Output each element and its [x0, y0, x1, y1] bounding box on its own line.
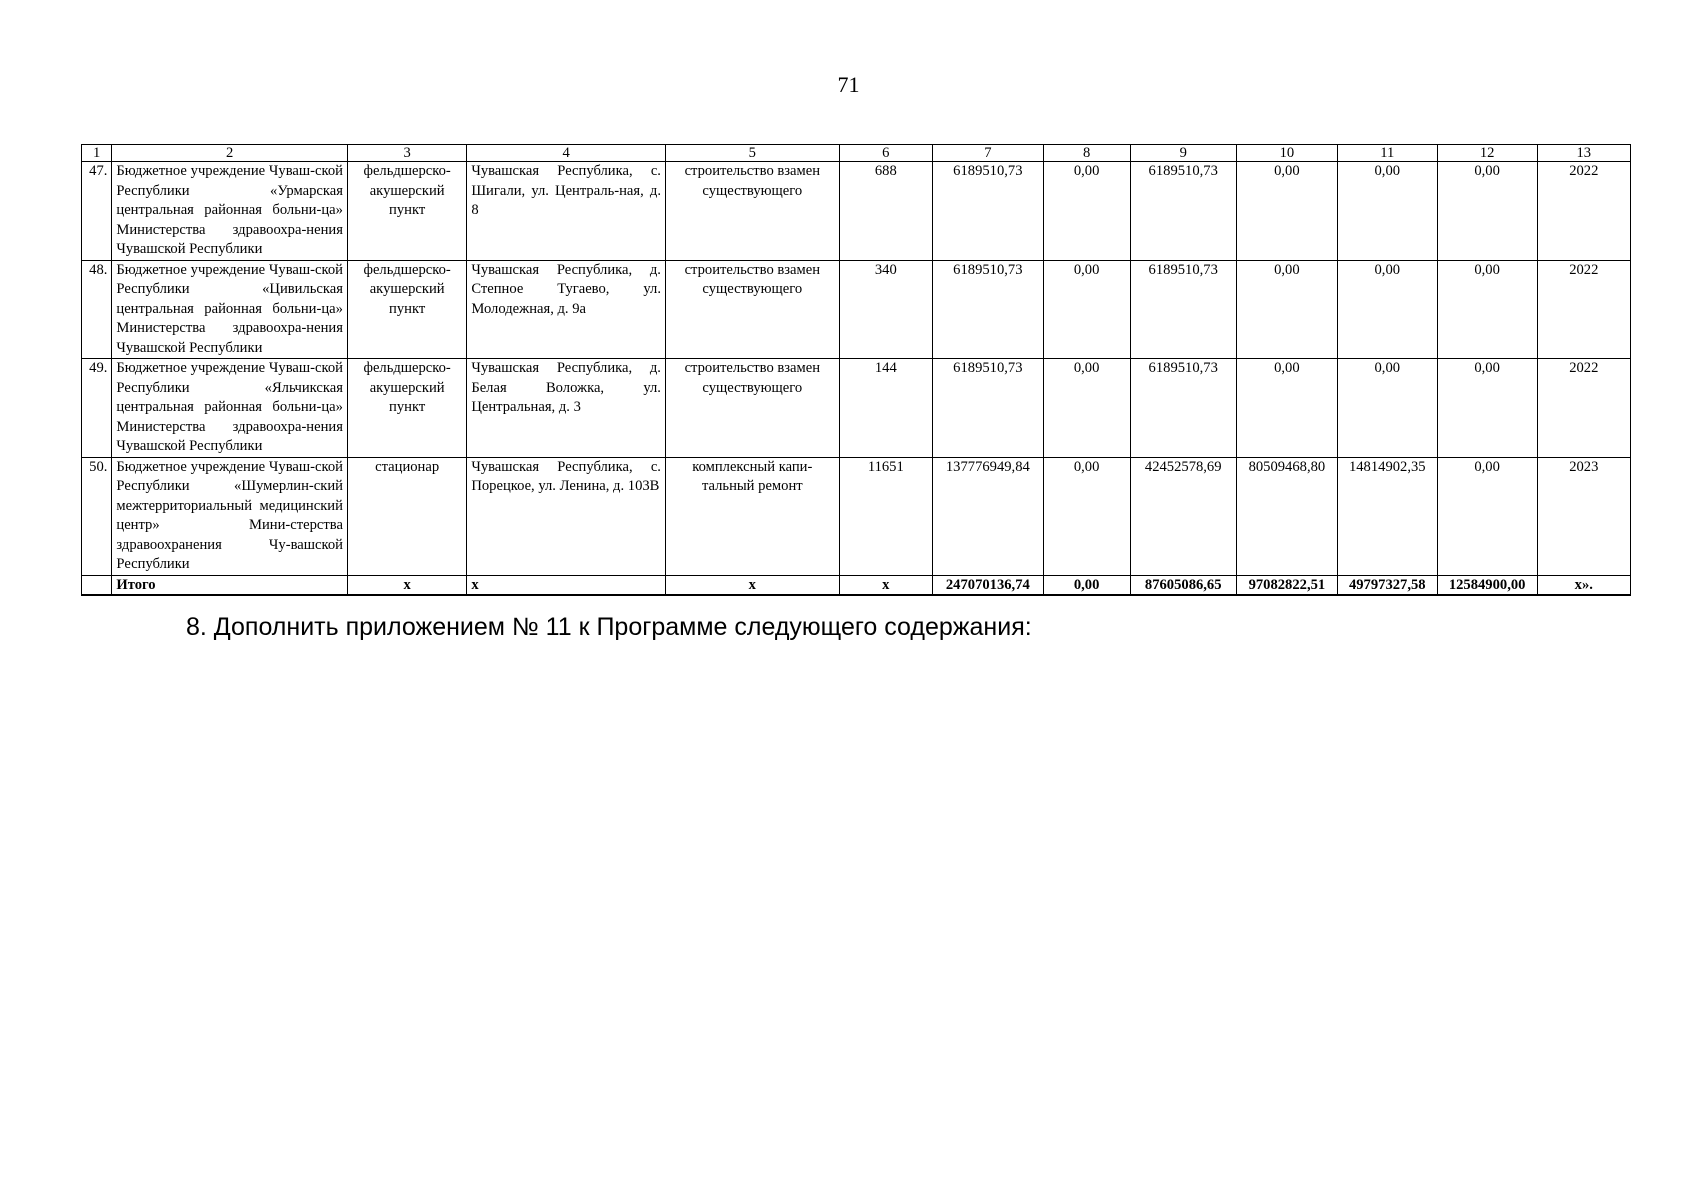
work-type: строительство взамен существующего: [665, 162, 839, 261]
year: 2022: [1537, 260, 1630, 359]
total-cell: 87605086,65: [1130, 575, 1236, 595]
instruction-paragraph: 8. Дополнить приложением № 11 к Программе следующего содержания:: [186, 613, 1032, 641]
cell-value: 0,00: [1236, 162, 1337, 261]
address: Чувашская Республика, с. Порецкое, ул. Ленина, д. 103В: [467, 457, 666, 575]
cell-value: 6189510,73: [932, 359, 1043, 458]
cell-value: 11651: [839, 457, 932, 575]
table-row: [82, 359, 1631, 458]
work-type: строительство взамен существующего: [665, 359, 839, 458]
cell-value: 137776949,84: [932, 457, 1043, 575]
cell-value: 0,00: [1437, 359, 1537, 458]
column-number: 13: [1537, 145, 1630, 162]
cell-value: 0,00: [1043, 162, 1130, 261]
cell-value: 0,00: [1236, 359, 1337, 458]
institution-name: Бюджетное учреждение Чуваш-ской Республики «Яльчикская центральная районная больни-ца» Министерства здравоохра-нения Чувашской Республики: [112, 359, 348, 458]
table-row: [82, 457, 1631, 575]
address: Чувашская Республика, д. Белая Воложка, ул. Центральная, д. 3: [467, 359, 666, 458]
column-number: 7: [932, 145, 1043, 162]
column-number: 12: [1437, 145, 1537, 162]
column-number: 10: [1236, 145, 1337, 162]
column-number: 6: [839, 145, 932, 162]
total-cell: х: [665, 575, 839, 595]
cell-value: 0,00: [1337, 162, 1437, 261]
total-cell: 0,00: [1043, 575, 1130, 595]
cell-value: 0,00: [1437, 457, 1537, 575]
facilities-table: [81, 144, 1631, 596]
column-number: 3: [347, 145, 466, 162]
total-blank: [82, 575, 112, 595]
work-type: комплексный капи-тальный ремонт: [665, 457, 839, 575]
total-cell: 49797327,58: [1337, 575, 1437, 595]
column-number-row: [82, 145, 1631, 162]
cell-value: 0,00: [1437, 162, 1537, 261]
institution-name: Бюджетное учреждение Чуваш-ской Республики «Цивильская центральная районная больни-ца» Министерства здравоохра-нения Чувашской Республики: [112, 260, 348, 359]
facility-type: стационар: [347, 457, 466, 575]
cell-value: 0,00: [1236, 260, 1337, 359]
cell-value: 688: [839, 162, 932, 261]
cell-value: 6189510,73: [1130, 359, 1236, 458]
total-label: Итого: [112, 575, 348, 595]
table-row: [82, 260, 1631, 359]
total-row: [82, 575, 1631, 595]
row-number: 49.: [82, 359, 112, 458]
cell-value: 80509468,80: [1236, 457, 1337, 575]
cell-value: 6189510,73: [932, 162, 1043, 261]
institution-name: Бюджетное учреждение Чуваш-ской Республики «Урмарская центральная районная больни-ца» Министерства здравоохра-нения Чувашской Республики: [112, 162, 348, 261]
total-cell: х: [347, 575, 466, 595]
cell-value: 0,00: [1043, 457, 1130, 575]
year: 2022: [1537, 359, 1630, 458]
cell-value: 0,00: [1337, 260, 1437, 359]
cell-value: 6189510,73: [1130, 162, 1236, 261]
total-cell: 12584900,00: [1437, 575, 1537, 595]
year: 2022: [1537, 162, 1630, 261]
column-number: 1: [82, 145, 112, 162]
total-cell: 97082822,51: [1236, 575, 1337, 595]
row-number: 50.: [82, 457, 112, 575]
row-number: 48.: [82, 260, 112, 359]
cell-value: 6189510,73: [932, 260, 1043, 359]
cell-value: 42452578,69: [1130, 457, 1236, 575]
column-number: 9: [1130, 145, 1236, 162]
table-row: [82, 162, 1631, 261]
address: Чувашская Республика, с. Шигали, ул. Централь-ная, д. 8: [467, 162, 666, 261]
cell-value: 0,00: [1043, 260, 1130, 359]
page-number: 71: [837, 72, 860, 97]
column-number: 11: [1337, 145, 1437, 162]
address: Чувашская Республика, д. Степное Тугаево, ул. Молодежная, д. 9а: [467, 260, 666, 359]
column-number: 8: [1043, 145, 1130, 162]
column-number: 4: [467, 145, 666, 162]
cell-value: 0,00: [1043, 359, 1130, 458]
cell-value: 14814902,35: [1337, 457, 1437, 575]
cell-value: 144: [839, 359, 932, 458]
facility-type: фельдшерско-акушерский пункт: [347, 359, 466, 458]
cell-value: 340: [839, 260, 932, 359]
cell-value: 0,00: [1437, 260, 1537, 359]
facility-type: фельдшерско-акушерский пункт: [347, 260, 466, 359]
institution-name: Бюджетное учреждение Чуваш-ской Республики «Шумерлин-ский межтерриториальный медицинский центр» Мини-стерства здравоохранения Чу-вашской Республики: [112, 457, 348, 575]
column-number: 5: [665, 145, 839, 162]
column-number: 2: [112, 145, 348, 162]
cell-value: 6189510,73: [1130, 260, 1236, 359]
facility-type: фельдшерско-акушерский пункт: [347, 162, 466, 261]
total-cell: х: [839, 575, 932, 595]
total-cell: х».: [1537, 575, 1630, 595]
total-cell: х: [467, 575, 666, 595]
work-type: строительство взамен существующего: [665, 260, 839, 359]
year: 2023: [1537, 457, 1630, 575]
row-number: 47.: [82, 162, 112, 261]
total-cell: 247070136,74: [932, 575, 1043, 595]
cell-value: 0,00: [1337, 359, 1437, 458]
